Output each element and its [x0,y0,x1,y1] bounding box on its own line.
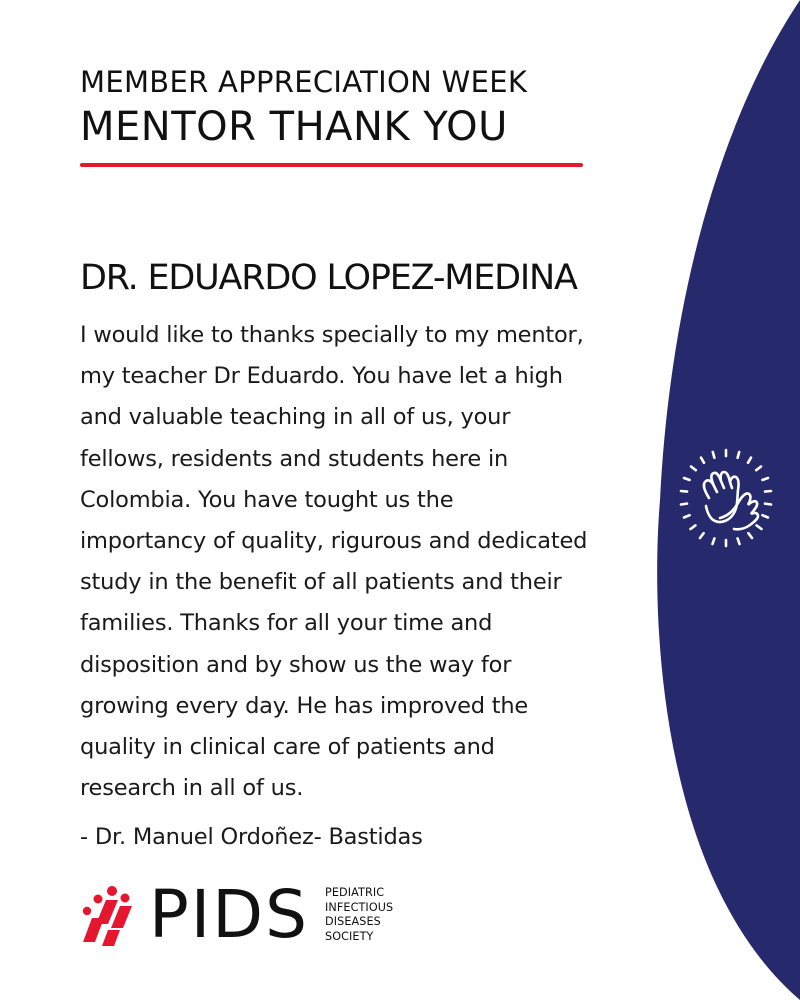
header [80,62,600,152]
honoree-name: DR. EDUARDO LOPEZ-MEDINA [80,258,577,298]
message-line: fellows, residents and students here in [80,445,509,472]
message-body [80,315,660,809]
pids-subtitle [325,886,445,944]
pids-wordmark: PIDS [149,876,309,953]
message-line: my teacher Dr Eduardo. You have let a high [80,363,563,390]
message-line: families. Thanks for all your time and [80,610,493,637]
pids-subtitle-line: SOCIETY [325,929,374,943]
pids-logo [78,876,438,954]
message-line: growing every day. He has improved the [80,692,529,719]
pids-subtitle-line: DISEASES [325,915,381,929]
red-divider [80,163,583,167]
clapping-hands-icon [676,446,776,550]
pids-subtitle-line: INFECTIOUS [325,900,394,914]
page-title: MENTOR THANK YOU [80,104,508,150]
eyebrow-heading: MEMBER APPRECIATION WEEK [80,65,528,99]
message-line: research in all of us. [80,775,304,802]
message-line: importancy of quality, rigurous and dedicated [80,528,588,555]
message-line: study in the benefit of all patients and their [80,569,562,596]
pids-subtitle-line: PEDIATRIC [325,886,385,899]
message-line: Colombia. You have tought us the [80,486,454,513]
message-line: disposition and by show us the way for [80,651,512,678]
message-line: and valuable teaching in all of us, your [80,404,511,431]
signature: - Dr. Manuel Ordoñez- Bastidas [80,824,423,850]
pids-logo-mark-icon [78,884,138,950]
message-line: quality in clinical care of patients and [80,734,495,761]
message-line: I would like to thanks specially to my mentor, [80,322,584,348]
